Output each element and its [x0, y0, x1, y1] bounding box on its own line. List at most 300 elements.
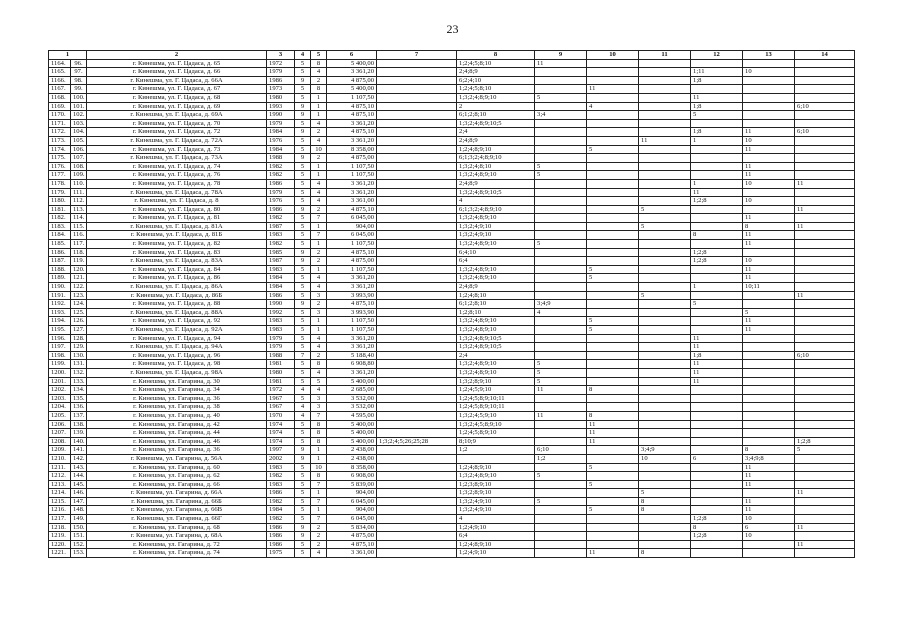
table-cell	[377, 420, 457, 429]
table-cell: 1;2;4;8;9;10	[457, 540, 535, 549]
table-cell: 9	[295, 523, 311, 532]
table-cell	[795, 248, 855, 257]
table-row	[49, 171, 855, 180]
table-cell: 1990	[267, 300, 295, 309]
table-cell: 1186.	[49, 248, 71, 257]
table-row	[49, 540, 855, 549]
table-cell: 5	[295, 231, 311, 240]
table-cell	[535, 532, 587, 541]
table-cell: 4 875,10	[327, 128, 377, 137]
table-cell	[743, 437, 795, 446]
table-cell: 5	[295, 480, 311, 489]
table-cell: 1982	[267, 240, 295, 249]
table-cell: 1;3;2;4;8;9;10	[457, 360, 535, 369]
table-cell	[587, 343, 639, 352]
table-cell: 1;3;2;4;5;8;9;10	[457, 420, 535, 429]
table-cell: 1168.	[49, 93, 71, 102]
table-cell	[535, 231, 587, 240]
table-cell: г. Кинешма, ул. Г. Цадаса, д. 86А	[87, 283, 267, 292]
table-cell: 1201.	[49, 377, 71, 386]
table-cell: 1979	[267, 68, 295, 77]
table-cell: 4 875,10	[327, 248, 377, 257]
table-cell: 8	[311, 420, 327, 429]
table-cell: 1;3;2;4;9;10	[457, 222, 535, 231]
table-cell: 102.	[71, 111, 87, 120]
table-cell: 9	[295, 454, 311, 463]
table-row	[49, 515, 855, 524]
table-cell: 6 045,00	[327, 497, 377, 506]
table-cell: 1199.	[49, 360, 71, 369]
table-row	[49, 429, 855, 438]
table-cell	[795, 386, 855, 395]
table-cell	[587, 368, 639, 377]
table-cell	[377, 205, 457, 214]
table-cell: 1979	[267, 343, 295, 352]
table-cell: 1205.	[49, 411, 71, 420]
table-cell: 5	[587, 317, 639, 326]
table-cell: 11	[587, 420, 639, 429]
table-cell	[639, 480, 691, 489]
table-cell	[587, 283, 639, 292]
table-cell	[639, 274, 691, 283]
table-cell: 1979	[267, 119, 295, 128]
table-cell	[743, 360, 795, 369]
table-cell: 5	[639, 222, 691, 231]
table-cell: 3;4	[535, 111, 587, 120]
table-cell: 1;3;2;8;9;10	[457, 377, 535, 386]
table-cell	[377, 377, 457, 386]
table-cell	[691, 119, 743, 128]
table-cell: 137.	[71, 411, 87, 420]
table-cell	[535, 480, 587, 489]
table-cell: 148.	[71, 506, 87, 515]
table-cell	[587, 222, 639, 231]
table-cell: 115.	[71, 222, 87, 231]
table-cell	[639, 540, 691, 549]
table-cell	[639, 411, 691, 420]
table-cell	[795, 343, 855, 352]
table-cell: 5 188,40	[327, 351, 377, 360]
table-cell: 11	[743, 497, 795, 506]
table-cell	[535, 515, 587, 524]
table-cell: 4	[457, 197, 535, 206]
table-cell: 1985	[267, 248, 295, 257]
table-cell: 5	[295, 394, 311, 403]
table-cell	[639, 386, 691, 395]
table-cell	[587, 119, 639, 128]
table-cell: 5	[295, 162, 311, 171]
table-cell	[377, 334, 457, 343]
table-cell: 1982	[267, 497, 295, 506]
table-cell: 1986	[267, 76, 295, 85]
table-cell: 5	[639, 205, 691, 214]
table-cell	[377, 119, 457, 128]
table-cell: 5	[295, 489, 311, 498]
table-cell	[377, 403, 457, 412]
table-cell: 1;3;2;4;8;9;10	[457, 368, 535, 377]
table-cell	[743, 351, 795, 360]
table-cell: 1;2;8	[795, 437, 855, 446]
table-cell	[691, 429, 743, 438]
table-cell	[743, 111, 795, 120]
table-cell: 1987	[267, 257, 295, 266]
table-cell	[587, 540, 639, 549]
table-cell: 5 400,00	[327, 85, 377, 94]
table-cell: 112.	[71, 197, 87, 206]
table-cell	[691, 489, 743, 498]
table-cell: 5	[295, 368, 311, 377]
header-cell: 8	[457, 51, 535, 60]
table-cell: 5 400,00	[327, 59, 377, 68]
table-cell	[587, 394, 639, 403]
table-cell: 150.	[71, 523, 87, 532]
table-cell: 1192.	[49, 300, 71, 309]
table-cell: г. Кинешма, ул. Гагарина, д. 30	[87, 377, 267, 386]
table-cell: 121.	[71, 274, 87, 283]
table-cell: 1993	[267, 102, 295, 111]
table-cell: 4	[587, 102, 639, 111]
table-cell	[691, 265, 743, 274]
table-cell: 5 400,00	[327, 437, 377, 446]
table-cell: г. Кинешма, ул. Г. Цадаса, д. 66	[87, 68, 267, 77]
table-cell	[587, 214, 639, 223]
table-cell: 1984	[267, 506, 295, 515]
table-cell: 5	[295, 214, 311, 223]
header-cell: 2	[87, 51, 267, 60]
table-cell: 1;8	[691, 102, 743, 111]
table-cell: 1214.	[49, 489, 71, 498]
table-cell: 1171.	[49, 119, 71, 128]
table-cell	[535, 403, 587, 412]
table-cell: 1211.	[49, 463, 71, 472]
table-cell: 6 045,00	[327, 231, 377, 240]
table-cell: 120.	[71, 265, 87, 274]
table-cell: г. Кинешма, ул. Гагарина, д. 38	[87, 403, 267, 412]
table-cell: 1	[311, 111, 327, 120]
table-cell: 1986	[267, 532, 295, 541]
table-cell: г. Кинешма, ул. Г. Цадаса, д. 66А	[87, 76, 267, 85]
table-cell: 1982	[267, 515, 295, 524]
table-cell: 5	[295, 136, 311, 145]
header-cell: 6	[327, 51, 377, 60]
table-cell: 6;10	[795, 102, 855, 111]
table-cell: г. Кинешма, ул. Г. Цадаса, д. 78А	[87, 188, 267, 197]
table-cell: 6;1;2;8;10	[457, 300, 535, 309]
table-cell: 4	[311, 386, 327, 395]
table-cell: 8	[743, 222, 795, 231]
table-cell: 1;2;4;5;8;10	[457, 59, 535, 68]
table-cell	[795, 265, 855, 274]
table-cell	[691, 171, 743, 180]
table-cell: 131.	[71, 360, 87, 369]
table-cell: 105.	[71, 136, 87, 145]
table-cell	[795, 326, 855, 335]
table-cell	[535, 283, 587, 292]
table-cell	[587, 351, 639, 360]
table-cell: 108.	[71, 162, 87, 171]
table-cell	[639, 171, 691, 180]
table-cell	[795, 162, 855, 171]
table-cell: 5	[295, 291, 311, 300]
table-cell: 1	[311, 171, 327, 180]
table-cell: 134.	[71, 386, 87, 395]
table-cell: 1	[311, 506, 327, 515]
table-cell: 1;3;2;4;8;9;10;5	[457, 334, 535, 343]
table-cell	[795, 308, 855, 317]
table-cell: 2;4;8;9	[457, 283, 535, 292]
table-cell: 107.	[71, 154, 87, 163]
table-cell: 8 358,00	[327, 463, 377, 472]
table-cell	[587, 489, 639, 498]
table-cell: 1207.	[49, 429, 71, 438]
table-cell: 1178.	[49, 179, 71, 188]
table-cell: г. Кинешма, ул. Г. Цадаса, д. 74	[87, 162, 267, 171]
table-cell	[743, 377, 795, 386]
table-cell: 8	[311, 85, 327, 94]
table-cell: г. Кинешма, ул. Г. Цадаса, д. 86	[87, 274, 267, 283]
table-cell: 5	[295, 472, 311, 481]
table-row	[49, 437, 855, 446]
table-cell	[795, 231, 855, 240]
table-cell: 8	[691, 523, 743, 532]
table-cell	[639, 240, 691, 249]
table-cell: 4 875,10	[327, 102, 377, 111]
table-cell	[587, 205, 639, 214]
table-cell	[535, 489, 587, 498]
table-cell: 10	[743, 515, 795, 524]
table-cell: 5	[587, 265, 639, 274]
table-cell	[377, 214, 457, 223]
table-cell: 11	[743, 472, 795, 481]
table-cell	[795, 214, 855, 223]
table-cell: 5	[535, 240, 587, 249]
table-cell	[639, 360, 691, 369]
table-cell: 135.	[71, 394, 87, 403]
table-cell	[795, 197, 855, 206]
table-header-row	[49, 51, 855, 60]
table-cell: 1177.	[49, 171, 71, 180]
table-cell: 1	[691, 283, 743, 292]
table-cell: 11	[743, 274, 795, 283]
table-row	[49, 360, 855, 369]
table-cell	[639, 76, 691, 85]
table-cell: 126.	[71, 317, 87, 326]
table-cell: 1167.	[49, 85, 71, 94]
table-cell: 1;3;2;4;9;10	[457, 506, 535, 515]
table-cell: 11	[743, 326, 795, 335]
table-cell: 11	[639, 136, 691, 145]
table-cell: 1982	[267, 171, 295, 180]
table-cell: 1;3;2;4;5;26;25;28	[377, 437, 457, 446]
table-cell	[743, 394, 795, 403]
header-cell: 5	[311, 51, 327, 60]
header-cell: 12	[691, 51, 743, 60]
table-cell: 5	[295, 377, 311, 386]
table-cell	[587, 308, 639, 317]
table-cell: 11	[587, 85, 639, 94]
table-cell	[377, 283, 457, 292]
table-cell: 117.	[71, 240, 87, 249]
table-cell	[743, 248, 795, 257]
table-row	[49, 489, 855, 498]
table-cell	[795, 411, 855, 420]
table-cell: г. Кинешма, ул. Г. Цадаса, д. 67	[87, 85, 267, 94]
table-cell	[377, 248, 457, 257]
table-cell: 6	[691, 454, 743, 463]
table-cell: 1203.	[49, 394, 71, 403]
table-cell: 1;3;2;4;8;9;10	[457, 326, 535, 335]
table-cell: 1183.	[49, 222, 71, 231]
table-cell	[535, 506, 587, 515]
table-cell: 1972	[267, 386, 295, 395]
table-cell	[639, 248, 691, 257]
table-row	[49, 179, 855, 188]
table-cell: 5	[587, 480, 639, 489]
table-cell: 11	[691, 368, 743, 377]
table-cell: 6 908,00	[327, 472, 377, 481]
table-cell	[587, 179, 639, 188]
table-cell	[743, 489, 795, 498]
table-cell: 5	[295, 145, 311, 154]
table-cell: 1967	[267, 403, 295, 412]
table-cell	[639, 68, 691, 77]
table-cell	[587, 93, 639, 102]
table-cell: 10	[743, 68, 795, 77]
table-cell	[587, 162, 639, 171]
table-cell	[535, 420, 587, 429]
table-cell: 5 400,00	[327, 420, 377, 429]
table-cell: 1172.	[49, 128, 71, 137]
table-cell: 138.	[71, 420, 87, 429]
table-cell	[587, 154, 639, 163]
table-cell: 1	[311, 317, 327, 326]
table-cell	[795, 506, 855, 515]
table-cell	[743, 102, 795, 111]
table-cell	[377, 386, 457, 395]
table-cell: 129.	[71, 343, 87, 352]
header-cell: 9	[535, 51, 587, 60]
table-cell: 1;8	[691, 351, 743, 360]
table-row	[49, 377, 855, 386]
table-cell: 3 361,00	[327, 549, 377, 558]
table-cell	[377, 265, 457, 274]
table-cell	[743, 119, 795, 128]
table-cell: 4	[311, 549, 327, 558]
table-cell: 1195.	[49, 326, 71, 335]
table-cell: 5	[587, 274, 639, 283]
table-cell	[691, 85, 743, 94]
table-cell	[639, 145, 691, 154]
table-cell: г. Кинешма, ул. Г. Цадаса, д. 72А	[87, 136, 267, 145]
table-cell: 1	[311, 222, 327, 231]
table-cell: 1;2;3;8;9;10	[457, 480, 535, 489]
table-cell: 5	[295, 420, 311, 429]
table-cell: 6;4;10	[457, 248, 535, 257]
table-cell: 8	[639, 506, 691, 515]
table-cell	[691, 291, 743, 300]
table-cell	[795, 119, 855, 128]
table-cell	[377, 111, 457, 120]
table-cell	[691, 154, 743, 163]
table-cell	[639, 128, 691, 137]
table-cell: 10	[743, 532, 795, 541]
table-cell	[691, 326, 743, 335]
table-cell	[795, 515, 855, 524]
table-cell	[377, 222, 457, 231]
table-cell	[377, 540, 457, 549]
table-cell: 4	[311, 179, 327, 188]
table-cell: 8	[311, 429, 327, 438]
table-cell: г. Кинешма, ул. Г. Цадаса, д. 92	[87, 317, 267, 326]
table-cell	[377, 197, 457, 206]
header-cell: 7	[377, 51, 457, 60]
table-cell: 11	[691, 334, 743, 343]
table-cell	[535, 394, 587, 403]
table-cell: 8 358,00	[327, 145, 377, 154]
table-cell: 1180.	[49, 197, 71, 206]
table-cell	[795, 532, 855, 541]
table-cell: 127.	[71, 326, 87, 335]
table-cell	[535, 85, 587, 94]
table-cell: 151.	[71, 532, 87, 541]
table-cell	[691, 463, 743, 472]
table-cell: г. Кинешма, ул. Г. Цадаса, д. 81А	[87, 222, 267, 231]
table-cell	[535, 274, 587, 283]
table-cell: 1972	[267, 59, 295, 68]
table-cell	[795, 274, 855, 283]
table-cell: 1208.	[49, 437, 71, 446]
table-cell: 1	[311, 102, 327, 111]
table-cell: 1986	[267, 291, 295, 300]
table-cell	[535, 214, 587, 223]
table-cell	[377, 59, 457, 68]
table-cell: 5	[295, 265, 311, 274]
table-cell: 1975	[267, 549, 295, 558]
table-cell	[795, 334, 855, 343]
table-cell	[691, 240, 743, 249]
header-cell: 13	[743, 51, 795, 60]
table-cell: 10	[743, 197, 795, 206]
table-cell: 147.	[71, 497, 87, 506]
table-row	[49, 102, 855, 111]
table-cell: г. Кинешма, ул. Г. Цадаса, д. 8	[87, 197, 267, 206]
table-cell: 144.	[71, 472, 87, 481]
table-cell: 5	[535, 162, 587, 171]
table-row	[49, 257, 855, 266]
table-cell: 1	[311, 162, 327, 171]
table-cell: 1984	[267, 145, 295, 154]
table-cell	[795, 472, 855, 481]
table-cell: 2;4;8;9	[457, 136, 535, 145]
table-cell: 4	[295, 411, 311, 420]
table-cell: 1986	[267, 179, 295, 188]
table-cell	[691, 214, 743, 223]
table-cell: 6;10	[795, 128, 855, 137]
table-cell	[795, 257, 855, 266]
table-cell: г. Кинешма, ул. Г. Цадаса, д. 98А	[87, 368, 267, 377]
table-cell	[743, 154, 795, 163]
table-cell: г. Кинешма, ул. Гагарина, д. 72	[87, 540, 267, 549]
table-cell: 1982	[267, 214, 295, 223]
table-cell: 4	[295, 403, 311, 412]
table-cell	[377, 497, 457, 506]
table-cell: 5	[295, 197, 311, 206]
table-cell: 1;2	[535, 454, 587, 463]
table-cell: 1176.	[49, 162, 71, 171]
table-row	[49, 300, 855, 309]
table-cell	[639, 523, 691, 532]
table-cell	[639, 197, 691, 206]
